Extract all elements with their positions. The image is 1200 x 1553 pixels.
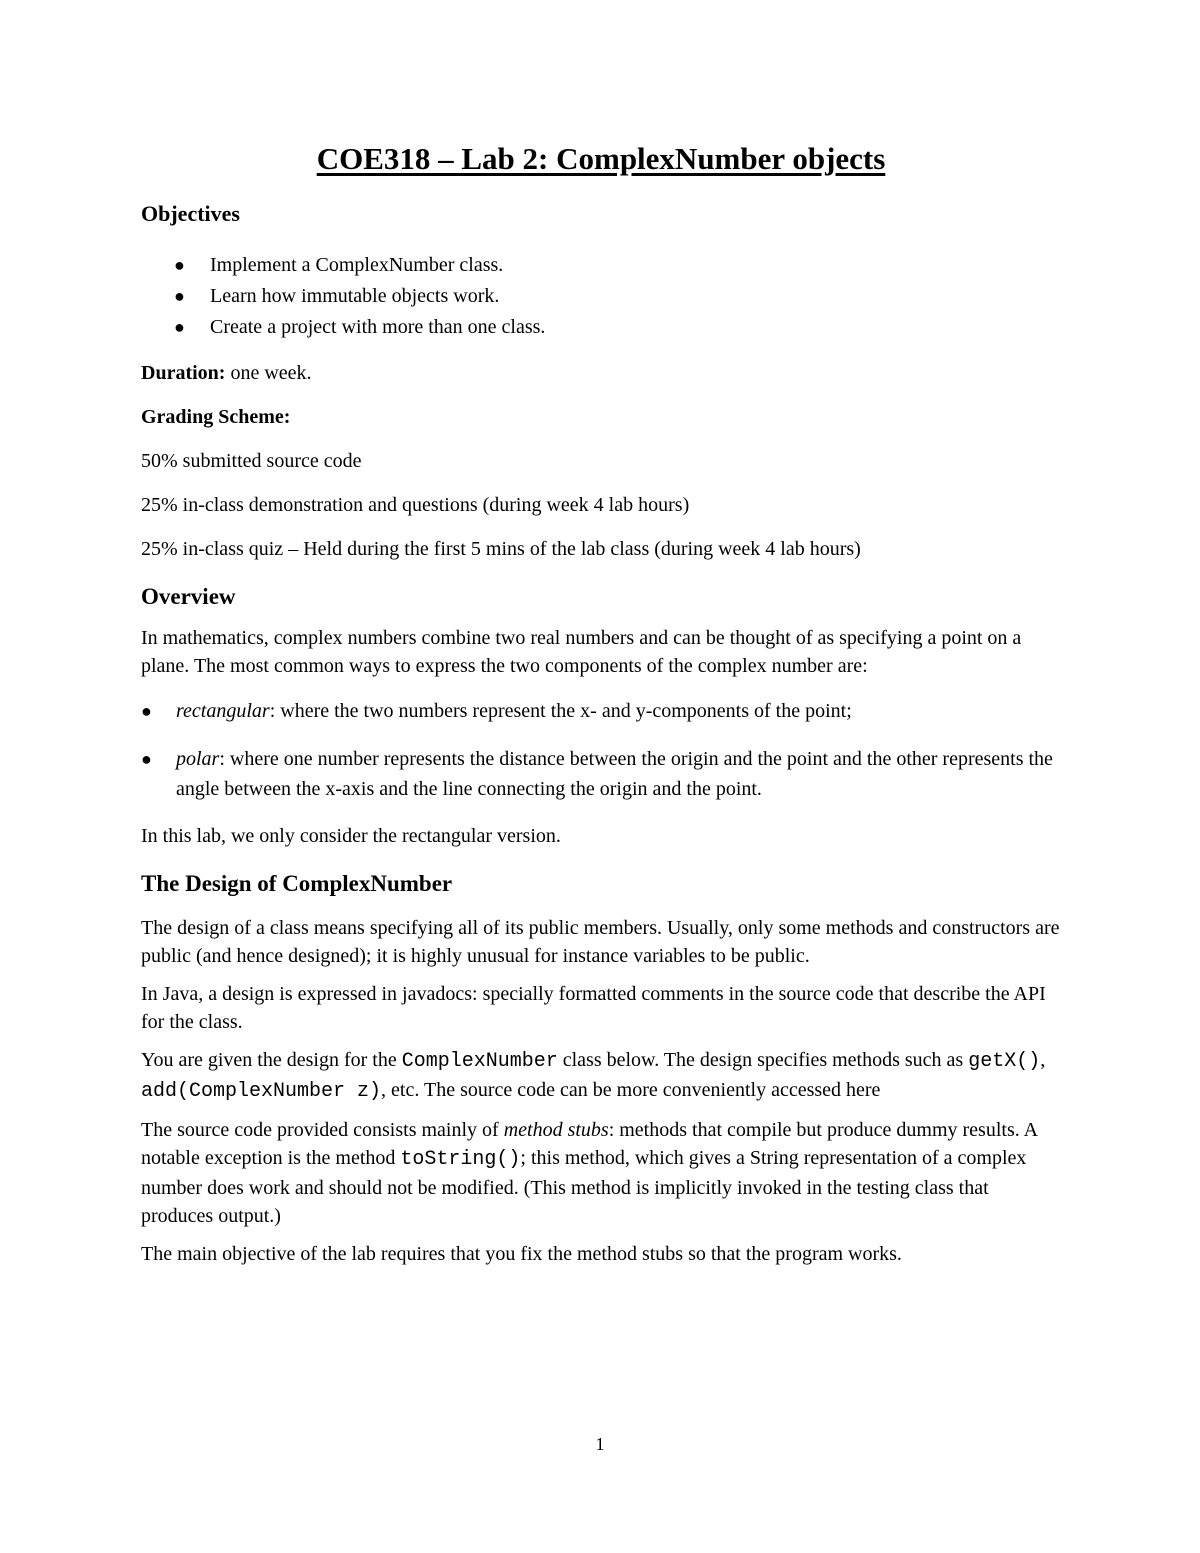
grading-item: 50% submitted source code [141, 449, 362, 472]
objectives-list [141, 250, 1061, 343]
page-content [141, 140, 1061, 1278]
list-item: ● Create a project with more than one class. [141, 312, 1061, 343]
design-paragraph: You are given the design for the ComplexNumber class below. The design specifies methods such as getX(), add(ComplexNumber z), etc. The source code can be more conveniently accessed here [141, 1048, 1046, 1103]
grading-item: 25% in-class demonstration and questions (during week 4 lab hours) [141, 493, 690, 516]
overview-intro: In mathematics, complex numbers combine two real numbers and can be thought of as specifying a point on a plane. The most common ways to express the two components of the complex number are: [141, 627, 1022, 678]
overview-heading: Overview [141, 583, 236, 609]
overview-note: In this lab, we only consider the rectangular version. [141, 825, 561, 848]
design-heading: The Design of ComplexNumber [141, 871, 453, 897]
bullet-icon: ● [141, 749, 152, 770]
code-getx: getX() [968, 1049, 1041, 1073]
term-method-stubs: method stubs [503, 1118, 609, 1141]
code-tostring: toString() [400, 1147, 521, 1171]
list-item: ● Learn how immutable objects work. [141, 281, 1061, 312]
design-paragraph: The main objective of the lab requires that you fix the method stubs so that the program works. [141, 1242, 902, 1265]
representation-list [141, 696, 1061, 804]
list-item: ● polar: where one number represents the distance between the origin and the point and the other represents the angle between the x-axis and the line connecting the origin and the point. [141, 744, 1061, 804]
design-paragraph: The source code provided consists mainly of method stubs: methods that compile but produce dummy results. A notable exception is the method toString(); this method, which gives a String representation of a complex number does work and should not be modified. (This method is implicitly invoked in the testing class that produces output.) [141, 1118, 1037, 1227]
code-add: add(ComplexNumber z) [141, 1079, 382, 1103]
grading-item: 25% in-class quiz – Held during the first 5 mins of the lab class (during week 4 lab hours) [141, 537, 861, 560]
duration-line [141, 359, 1061, 387]
code-complexnumber: ComplexNumber [401, 1049, 558, 1073]
grading-heading: Grading Scheme: [141, 405, 291, 428]
bullet-icon: ● [174, 316, 185, 337]
list-item: ● Implement a ComplexNumber class. [141, 250, 1061, 281]
list-item: ● rectangular: where the two numbers represent the x- and y-components of the point; [141, 696, 1061, 726]
bullet-icon: ● [174, 254, 185, 275]
duration-label: Duration: [141, 361, 226, 384]
objectives-heading: Objectives [141, 201, 240, 227]
page-number: 1 [595, 1434, 605, 1454]
term-polar: polar [176, 748, 220, 771]
design-paragraph: In Java, a design is expressed in javadocs: specially formatted comments in the source code that describe the API for the class. [141, 982, 1046, 1033]
duration-value: one week. [230, 361, 312, 384]
bullet-icon: ● [141, 701, 152, 722]
design-paragraph: The design of a class means specifying all of its public members. Usually, only some methods and constructors are public (and hence designed); it is highly unusual for instance variables to be public. [141, 916, 1060, 967]
term-rectangular: rectangular [176, 700, 270, 723]
bullet-icon: ● [174, 285, 185, 306]
page-title: COE318 – Lab 2: ComplexNumber objects [316, 141, 886, 176]
